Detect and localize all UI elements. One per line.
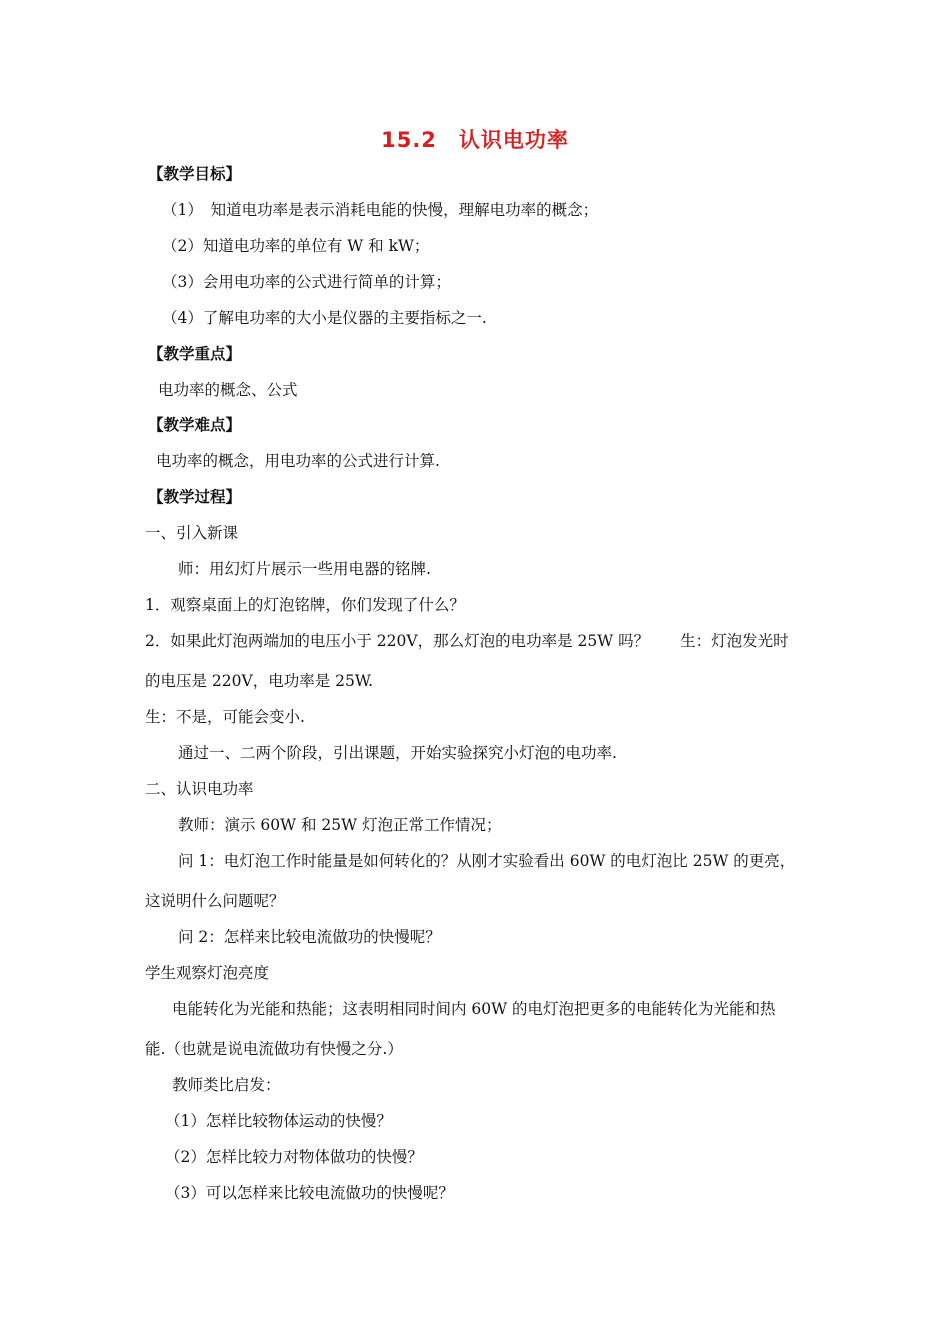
objective-item: （4）了解电功率的大小是仪器的主要指标之一. xyxy=(162,309,487,327)
paragraph-line: 电能转化为光能和热能；这表明相同时间内 60W 的电灯泡把更多的电能转化为光能和热 xyxy=(172,1000,776,1018)
paragraph-line: 问 2：怎样来比较电流做功的快慢呢？ xyxy=(178,928,441,946)
paragraph-line: 1．观察桌面上的灯泡铭牌，你们发现了什么？ xyxy=(145,596,465,614)
objective-item: （3）会用电功率的公式进行简单的计算； xyxy=(162,273,451,291)
paragraph-line: （2）怎样比较力对物体做功的快慢？ xyxy=(165,1148,423,1166)
paragraph-line: 的电压是 220V，电功率是 25W. xyxy=(145,672,374,690)
paragraph-line: 2．如果此灯泡两端加的电压小于 220V，那么灯泡的电功率是 25W 吗？ 生：灯泡发光时 xyxy=(145,632,789,650)
section-heading: 一、引入新课 xyxy=(145,524,239,542)
paragraph-line: 通过一、二两个阶段，引出课题，开始实验探究小灯泡的电功率. xyxy=(178,744,617,762)
objective-item: （1） 知道电功率是表示消耗电能的快慢，理解电功率的概念； xyxy=(162,201,599,219)
paragraph-line: 教师：演示 60W 和 25W 灯泡正常工作情况； xyxy=(178,816,502,834)
paragraph-line: 师：用幻灯片展示一些用电器的铭牌. xyxy=(178,560,431,578)
paragraph-line: （3）可以怎样来比较电流做功的快慢呢？ xyxy=(165,1184,454,1202)
difficult-points-heading: 【教学难点】 xyxy=(148,415,242,434)
paragraph-line: 这说明什么问题呢？ xyxy=(145,892,285,910)
difficult-points-text: 电功率的概念，用电功率的公式进行计算. xyxy=(156,452,440,470)
paragraph-line: 问 1：电灯泡工作时能量是如何转化的？从刚才实验看出 60W 的电灯泡比 25W 的更亮， xyxy=(178,852,796,870)
document-title: 15.2 认识电功率 xyxy=(381,128,569,152)
section-heading: 二、认识电功率 xyxy=(145,780,254,798)
key-points-text: 电功率的概念、公式 xyxy=(158,381,298,399)
key-points-heading: 【教学重点】 xyxy=(148,344,242,363)
paragraph-line: 教师类比启发： xyxy=(172,1076,281,1094)
paragraph-line: 生：不是，可能会变小. xyxy=(145,708,305,726)
paragraph-line: 学生观察灯泡亮度 xyxy=(145,964,270,982)
process-heading: 【教学过程】 xyxy=(148,487,242,506)
objective-item: （2）知道电功率的单位有 W 和 kW； xyxy=(162,237,430,255)
paragraph-line: （1）怎样比较物体运动的快慢？ xyxy=(165,1112,392,1130)
objectives-heading: 【教学目标】 xyxy=(148,164,242,183)
paragraph-line: 能.（也就是说电流做功有快慢之分.） xyxy=(145,1040,403,1058)
